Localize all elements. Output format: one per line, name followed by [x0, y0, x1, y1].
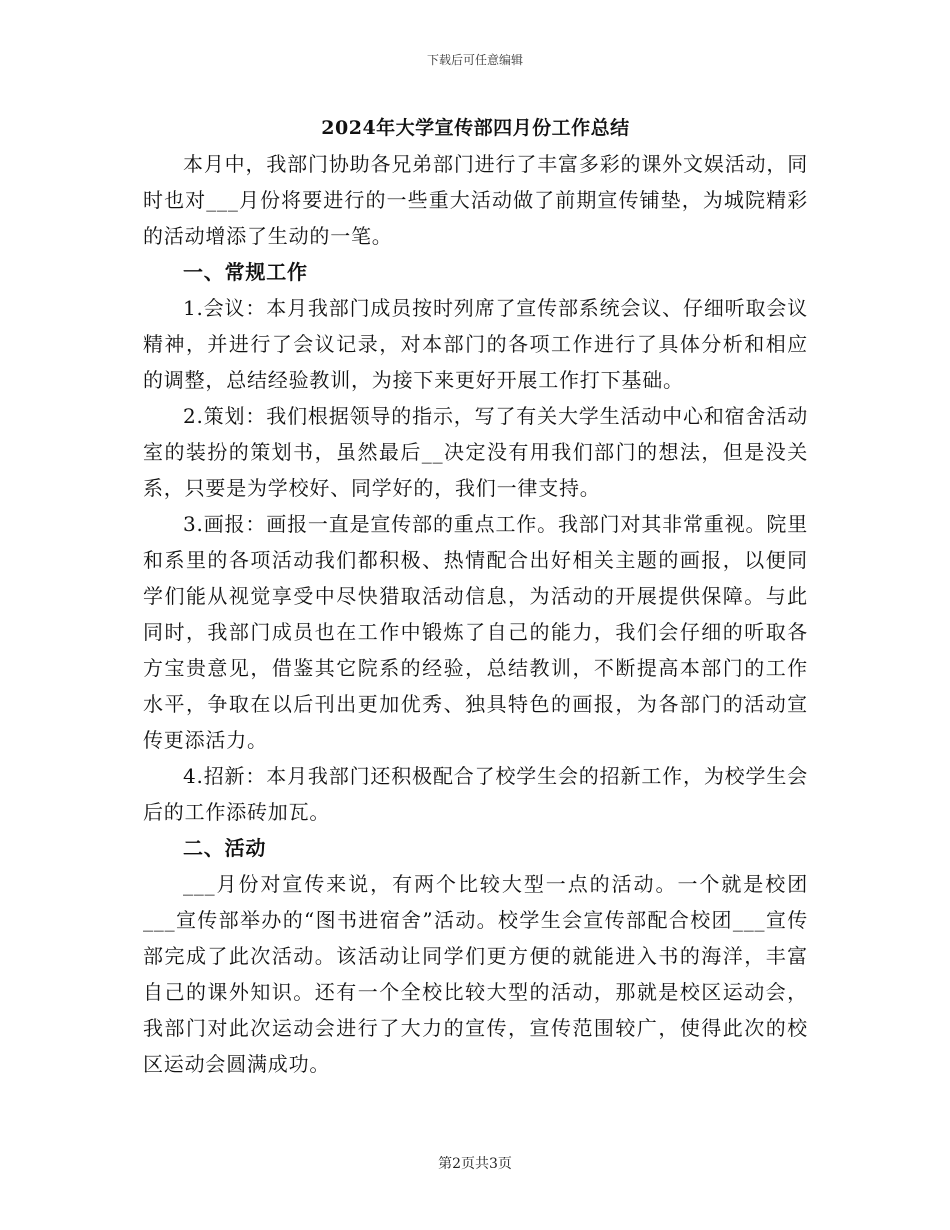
item-posters: 3.画报：画报一直是宣传部的重点工作。我部门对其非常重视。院里和系里的各项活动我们都积极、热情配合出好相关主题的画报，以便同学们能从视觉享受中尽快猎取活动信息，为活动的开展提供保障。与此同时，我部门成员也在工作中锻炼了自己的能力，我们会仔细的听取各方宝贵意见，借鉴其它院系的经验，总结教训，不断提高本部门的工作水平，争取在以后刊出更加优秀、独具特色的画报，为各部门的活动宣传更添活力。: [143, 512, 808, 752]
item-meeting: 1.会议：本月我部门成员按时列席了宣传部系统会议、仔细听取会议精神，并进行了会议记录，对本部门的各项工作进行了具体分析和相应的调整，总结经验教训，为接下来更好开展工作打下基础。: [143, 296, 808, 392]
activities-paragraph: ___月份对宣传来说，有两个比较大型一点的活动。一个就是校团___宣传部举办的“图书进宿舍”活动。校学生会宣传部配合校团___宣传部完成了此次活动。该活动让同学们更方便的就能进入书的海洋，丰富自己的课外知识。还有一个全校比较大型的活动，那就是校区运动会，我部门对此次运动会进行了大力的宣传，宣传范围较广，使得此次的校区运动会圆满成功。: [143, 872, 808, 1076]
item-recruitment: 4.招新：本月我部门还积极配合了校学生会的招新工作，为校学生会后的工作添砖加瓦。: [143, 764, 808, 824]
document-body: [143, 110, 808, 1082]
page-header-note: 下载后可任意编辑: [426, 53, 523, 67]
intro-paragraph: 本月中，我部门协助各兄弟部门进行了丰富多彩的课外文娱活动，同时也对___月份将要进行的一些重大活动做了前期宣传铺垫，为城院精彩的活动增添了生动的一笔。: [143, 152, 808, 248]
page-number: 第2页共3页: [438, 1156, 512, 1172]
document-title: 2024年大学宣传部四月份工作总结: [321, 117, 630, 139]
section-heading-activities: 二、活动: [183, 836, 267, 860]
section-heading-routine-work: 一、常规工作: [183, 260, 308, 284]
item-planning: 2.策划：我们根据领导的指示，写了有关大学生活动中心和宿舍活动室的装扮的策划书，虽然最后__决定没有用我们部门的想法，但是没关系，只要是为学校好、同学好的，我们一律支持。: [143, 404, 808, 500]
